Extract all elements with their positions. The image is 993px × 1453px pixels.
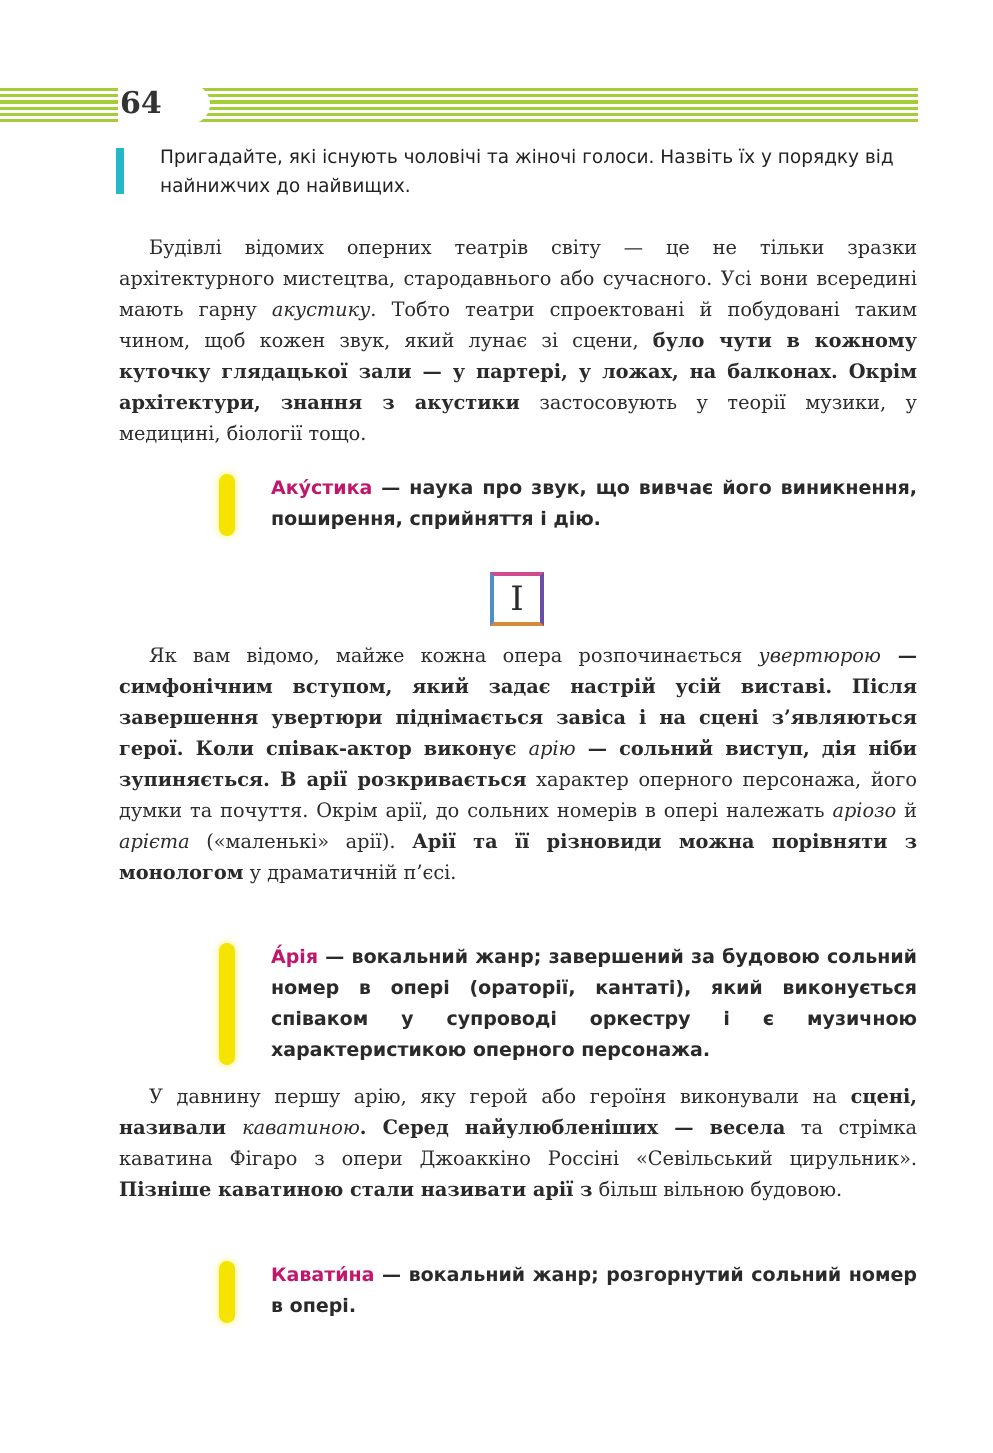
definition-cavatina: Кавати́на — вокальний жанр; розгорнутий сольний номер в опері. [271, 1264, 917, 1317]
question-text: Пригадайте, які існують чоловічі та жіночі голоси. Назвіть їх у порядку від найнижчих до найвищих. [160, 147, 894, 197]
page-number: 64 [118, 84, 210, 124]
definition-acoustics: Аку́стика — наука про звук, що вивчає його виникнення, поширення, сприйняття і дію. [271, 477, 917, 530]
definition-marker [219, 1261, 235, 1323]
paragraph-acoustics: Будівлі відомих оперних театрів світу — це не тільки зразки архітектурного мистецтва, стародавнього або сучасного. Усі вони всередині мають гарну акустику. Тобто театри спроектовані й побудовані таким чином, щоб кожен звук, який лунає зі сцени, було чути в кожному куточку глядацької зали — у партері, у ложах, на балконах. Окрім архітектури, знання з акустики застосовують у теорії музики, у медицині, біології тощо. [119, 236, 917, 445]
paragraph-overture: Як вам відомо, майже кожна опера розпочинається увертюрою — симфонічним вступом, який задає настрій усій виставі. Після завершення увертюри піднімається завіса і на сцені з’являються герої. Коли співак-актор виконує арію — сольний виступ, дія ніби зупиняється. В арії розкривається характер оперного персонажа, його думки та почуття. Окрім арії, до сольних номерів в опері належать аріозо й арієта («маленькі» арії). Арії та її різновиди можна порівняти з монологом у драматичній п’єсі. [119, 644, 918, 884]
section-marker: I [490, 572, 544, 626]
definition-marker [219, 943, 235, 1065]
definition-aria: А́рія — вокальний жанр; завершений за будовою сольний номер в опері (ораторії, кантаті), який виконується співаком у супроводі оркестру і є музичною характеристикою оперного персонажа. [271, 946, 917, 1061]
question-marker [116, 148, 124, 194]
paragraph-cavatina: У давнину першу арію, яку герой або героїня виконували на сцені, називали каватиною. Серед найулюбленіших — весела та стрімка каватина Фігаро з опери Джоаккіно Россіні «Севільський цирульник». Пізніше каватиною стали називати арії з більш вільною будовою. [119, 1085, 917, 1201]
definition-marker [219, 474, 235, 536]
